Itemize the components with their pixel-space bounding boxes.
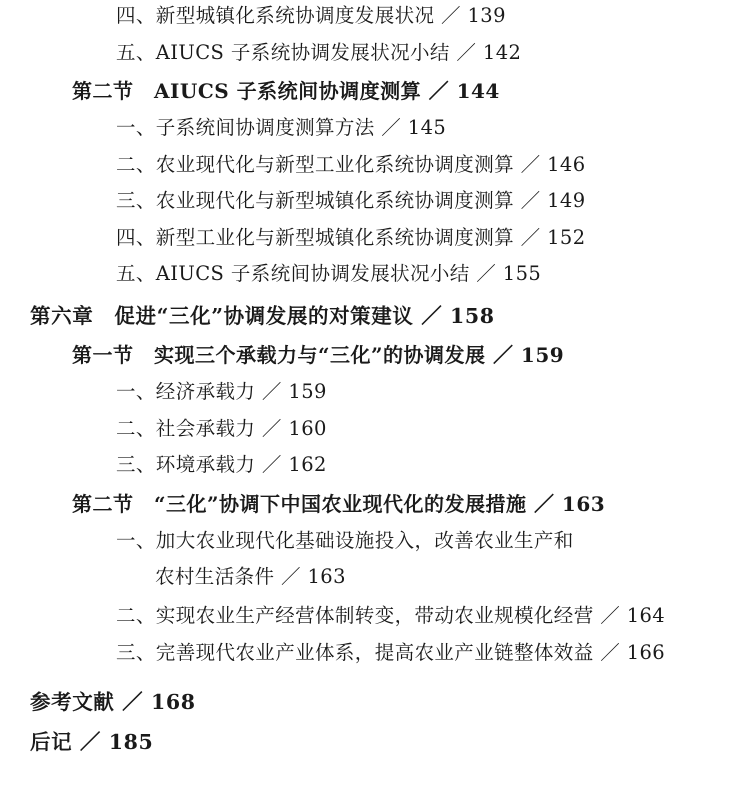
toc-entry-item[interactable] — [0, 606, 750, 626]
toc-entry-back[interactable] — [0, 729, 750, 754]
toc-entry-label: 第二节 AIUCS 子系统间协调度测算 ／ 144 — [72, 79, 500, 103]
toc-entry-wrap-line — [0, 561, 750, 589]
toc-entry-label: 二、农业现代化与新型工业化系统协调度测算 ／ 146 — [116, 152, 586, 176]
toc-entry-item[interactable] — [0, 118, 750, 138]
toc-entry-label: 五、AIUCS 子系统协调发展状况小结 ／ 142 — [116, 40, 522, 64]
toc-entry-label: 四、新型城镇化系统协调度发展状况 ／ 139 — [116, 4, 506, 27]
toc-entry-label: 二、实现农业生产经营体制转变，带动农业规模化经营 ／ 164 — [116, 604, 666, 627]
toc-entry-label: 一、加大农业现代化基础设施投入，改善农业生产和 — [116, 528, 574, 552]
toc-entry-section[interactable] — [0, 345, 750, 365]
toc-entry-item[interactable] — [0, 640, 750, 664]
toc-entry-item[interactable] — [0, 416, 750, 440]
toc-entry-label: 后记 ／ 185 — [30, 729, 154, 754]
toc-entry-label: 一、子系统间协调度测算方法 ／ 145 — [116, 116, 447, 139]
toc-entry-chapter[interactable] — [0, 303, 750, 328]
toc-entry-back[interactable] — [0, 692, 750, 713]
toc-entry-label: 三、环境承载力 ／ 162 — [116, 453, 327, 476]
toc-entry-wrap-label: 农村生活条件 ／ 163 — [155, 565, 346, 588]
toc-entry-label: 一、经济承载力 ／ 159 — [116, 380, 327, 403]
toc-entry-item[interactable] — [0, 264, 750, 284]
toc-entry-item[interactable] — [0, 455, 750, 475]
toc-entry-label: 第六章 促进“三化”协调发展的对策建议 ／ 158 — [30, 303, 495, 328]
toc-entry-label: 三、完善现代农业产业体系，提高农业产业链整体效益 ／ 166 — [116, 640, 666, 664]
toc-entry-label: 第二节 “三化”协调下中国农业现代化的发展措施 ／ 163 — [72, 491, 606, 516]
toc-entry-label: 二、社会承载力 ／ 160 — [116, 416, 327, 440]
toc-entry-section[interactable] — [0, 81, 750, 101]
toc-entry-label: 四、新型工业化与新型城镇化系统协调度测算 ／ 152 — [116, 225, 586, 249]
toc-list — [0, 6, 750, 752]
toc-entry-section[interactable] — [0, 491, 750, 516]
toc-entry-item[interactable] — [0, 528, 750, 552]
toc-entry-label: 第一节 实现三个承载力与“三化”的协调发展 ／ 159 — [72, 343, 565, 367]
toc-entry-label: 三、农业现代化与新型城镇化系统协调度测算 ／ 149 — [116, 189, 586, 212]
toc-entry-label: 五、AIUCS 子系统间协调发展状况小结 ／ 155 — [116, 262, 542, 285]
toc-entry-item[interactable] — [0, 6, 750, 26]
toc-entry-item[interactable] — [0, 191, 750, 211]
toc-entry-item[interactable] — [0, 40, 750, 64]
toc-entry-label: 参考文献 ／ 168 — [30, 690, 196, 714]
toc-entry-item[interactable] — [0, 152, 750, 176]
toc-entry-item[interactable] — [0, 382, 750, 402]
toc-entry-item[interactable] — [0, 225, 750, 249]
